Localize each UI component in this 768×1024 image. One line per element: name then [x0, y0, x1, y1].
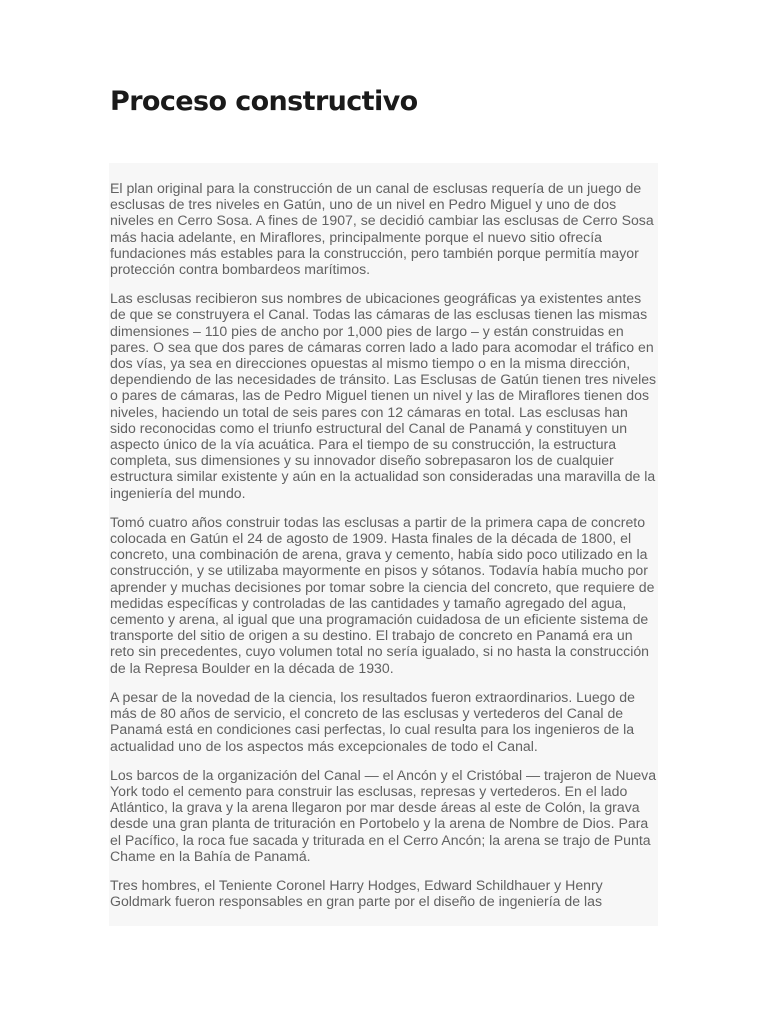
paragraph-4: A pesar de la novedad de la ciencia, los resultados fueron extraordinarios. Luego de más de 80 años de servicio, el concreto de las esclusas y vertederos del Canal de Panamá está en condiciones casi perfectas, lo cual resulta para los ingenieros de la actualidad uno de los aspectos más excepcionales de todo el Canal. — [110, 688, 635, 754]
document-body — [109, 163, 658, 926]
paragraph-2: Las esclusas recibieron sus nombres de ubicaciones geográficas ya existentes antes de que se construyera el Canal. Todas las cámaras de las esclusas tienen las mismas dimensiones – 110 pies de ancho por 1,000 pies de largo – y están construidas en pares. O sea que dos pares de cámaras corren lado a lado para acomodar el tráfico en dos vías, ya sea en direcciones opuestas al mismo tiempo o en la misma dirección, dependiendo de las necesidades de tránsito. Las Esclusas de Gatún tienen tres niveles o pares de cámaras, las de Pedro Miguel tienen un nivel y las de Miraflores tienen dos niveles, haciendo un total de seis pares con 12 cámaras en total. Las esclusas han sido reconocidas como el triunfo estructural del Canal de Panamá y constituyen un aspecto único de la vía acuática. Para el tiempo de su construcción, la estructura completa, sus dimensiones y su innovador diseño sobrepasaron los de cualquier estructura similar existente y aún en la actualidad son consideradas una maravilla de la ingeniería del mundo. — [110, 290, 657, 501]
page-title: Proceso constructivo — [110, 86, 418, 117]
paragraph-1: El plan original para la construcción de un canal de esclusas requería de un juego de esclusas de tres niveles en Gatún, uno de un nivel en Pedro Miguel y uno de dos niveles en Cerro Sosa. A fines de 1907, se decidió cambiar las esclusas de Cerro Sosa más hacia adelante, en Miraflores, principalmente porque el nuevo sitio ofrecía fundaciones más estables para la construcción, pero también porque permitía mayor protección contra bombardeos marítimos. — [110, 180, 654, 278]
paragraph-3: Tomó cuatro años construir todas las esclusas a partir de la primera capa de concreto colocada en Gatún el 24 de agosto de 1909. Hasta finales de la década de 1800, el concreto, una combinación de arena, grava y cemento, había sido poco utilizado en la construcción, y se utilizaba mayormente en pisos y sótanos. Todavía había mucho por aprender y muchas decisiones por tomar sobre la ciencia del concreto, que requiere de medidas específicas y controladas de las cantidades y tamaño agregado del agua, cemento y arena, al igual que una programación cuidadosa de un eficiente sistema de transporte del sitio de origen a su destino. El trabajo de concreto en Panamá era un reto sin precedentes, cuyo volumen total no sería igualado, si no hasta la construcción de la Represa Boulder en la década de 1930. — [110, 513, 655, 676]
paragraph-6: Tres hombres, el Teniente Coronel Harry Hodges, Edward Schildhauer y Henry Goldmark fueron responsables en gran parte por el diseño de ingeniería de las — [110, 876, 603, 910]
paragraph-5: Los barcos de la organización del Canal — el Ancón y el Cristóbal — trajeron de Nueva York todo el cemento para construir las esclusas, represas y vertederos. En el lado Atlántico, la grava y la arena llegaron por mar desde áreas al este de Colón, la grava desde una gran planta de trituración en Portobelo y la arena de Nombre de Dios. Para el Pacífico, la roca fue sacada y triturada en el Cerro Ancón; la arena se trajo de Punta Chame en la Bahía de Panamá. — [110, 766, 657, 864]
